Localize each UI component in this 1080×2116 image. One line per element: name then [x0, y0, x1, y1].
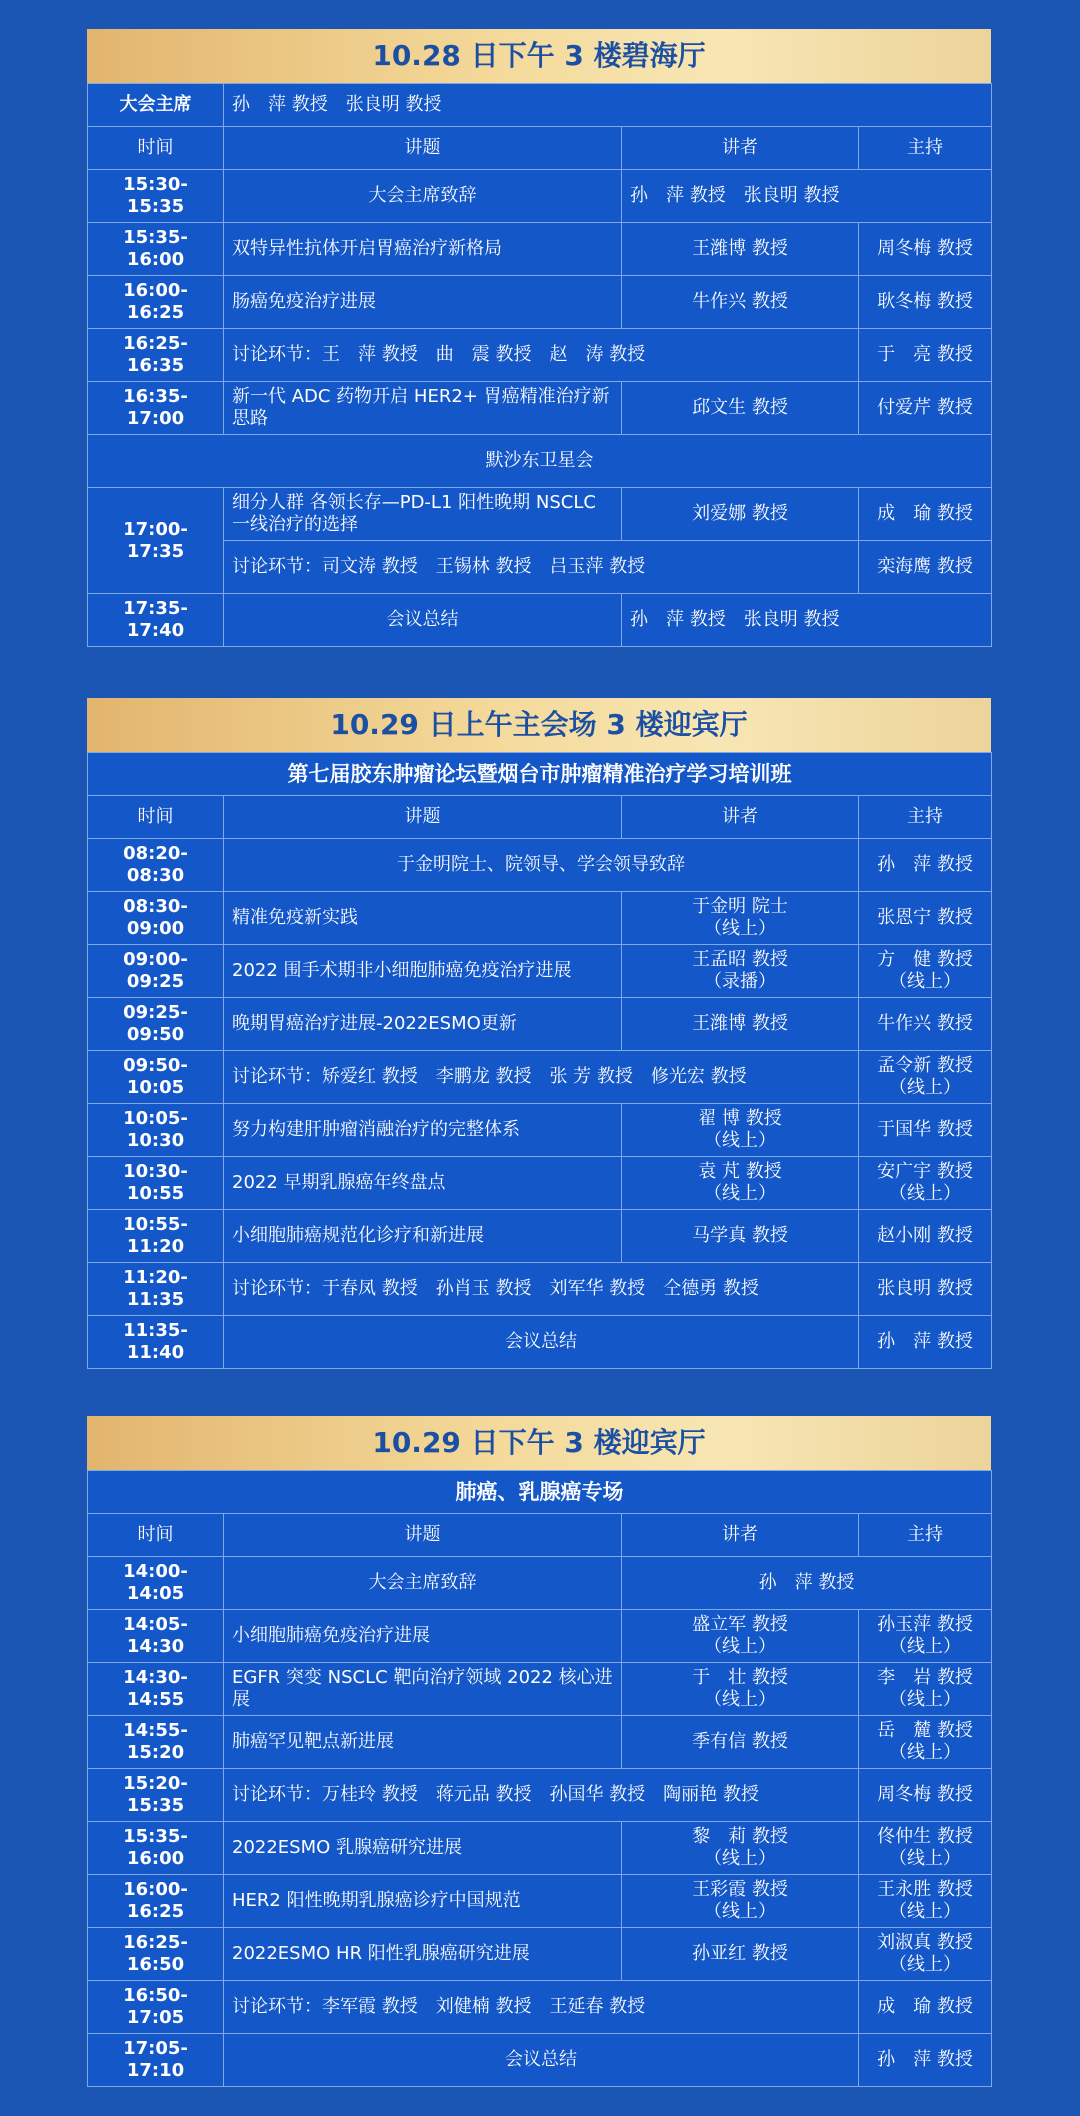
discussion-cell: 讨论环节：万桂玲 教授 蒋元品 教授 孙国华 教授 陶丽艳 教授 — [224, 1769, 859, 1822]
topic-cell: 肠癌免疫治疗进展 — [224, 276, 622, 329]
speaker-cell: 孙 萍 教授 张良明 教授 — [622, 594, 992, 647]
time-cell: 16:25-16:50 — [88, 1928, 224, 1981]
header-time: 时间 — [88, 796, 224, 839]
discussion-cell: 讨论环节：王 萍 教授 曲 震 教授 赵 涛 教授 — [224, 329, 859, 382]
header-speaker: 讲者 — [622, 127, 859, 170]
header-host: 主持 — [859, 1514, 992, 1557]
table-row — [88, 1557, 992, 1610]
time-cell: 15:30-15:35 — [88, 170, 224, 223]
table-row — [88, 1663, 992, 1716]
speaker-cell: 马学真 教授 — [622, 1210, 859, 1263]
section-subtitle: 肺癌、乳腺癌专场 — [88, 1471, 992, 1514]
speaker-cell: 邱文生 教授 — [622, 382, 859, 435]
schedule-section-1029-am — [87, 698, 991, 1369]
host-cell: 佟仲生 教授 （线上） — [859, 1822, 992, 1875]
host-cell: 岳 麓 教授 （线上） — [859, 1716, 992, 1769]
host-cell: 王永胜 教授 （线上） — [859, 1875, 992, 1928]
speaker-cell: 孙 萍 教授 张良明 教授 — [622, 170, 992, 223]
topic-cell: 小细胞肺癌规范化诊疗和新进展 — [224, 1210, 622, 1263]
time-cell: 10:05-10:30 — [88, 1104, 224, 1157]
section-title: 10.29 日下午 3 楼迎宾厅 — [87, 1416, 991, 1470]
host-cell: 栾海鹰 教授 — [859, 541, 992, 594]
header-host: 主持 — [859, 127, 992, 170]
host-cell: 安广宇 教授 （线上） — [859, 1157, 992, 1210]
time-cell: 16:00-16:25 — [88, 1875, 224, 1928]
topic-cell: 肺癌罕见靶点新进展 — [224, 1716, 622, 1769]
host-cell: 付爱芹 教授 — [859, 382, 992, 435]
topic-cell: 会议总结 — [224, 2034, 859, 2087]
speaker-cell: 刘爱娜 教授 — [622, 488, 859, 541]
table-row — [88, 1316, 992, 1369]
table-row — [88, 488, 992, 541]
host-cell: 周冬梅 教授 — [859, 1769, 992, 1822]
speaker-cell: 袁 芃 教授 （线上） — [622, 1157, 859, 1210]
chair-label: 大会主席 — [88, 84, 224, 127]
host-cell: 张良明 教授 — [859, 1263, 992, 1316]
time-cell: 16:00-16:25 — [88, 276, 224, 329]
time-cell: 09:25-09:50 — [88, 998, 224, 1051]
table-row — [88, 945, 992, 998]
speaker-cell: 孙 萍 教授 — [622, 1557, 992, 1610]
header-speaker: 讲者 — [622, 796, 859, 839]
topic-cell: HER2 阳性晚期乳腺癌诊疗中国规范 — [224, 1875, 622, 1928]
topic-cell: 双特异性抗体开启胃癌治疗新格局 — [224, 223, 622, 276]
table-row — [88, 1716, 992, 1769]
time-cell: 16:35-17:00 — [88, 382, 224, 435]
host-cell: 牛作兴 教授 — [859, 998, 992, 1051]
topic-cell: 会议总结 — [224, 594, 622, 647]
time-cell: 08:30-09:00 — [88, 892, 224, 945]
discussion-cell: 讨论环节：司文涛 教授 王锡林 教授 吕玉萍 教授 — [224, 541, 859, 594]
time-cell: 15:35-16:00 — [88, 1822, 224, 1875]
time-cell: 17:35-17:40 — [88, 594, 224, 647]
host-cell: 方 健 教授 （线上） — [859, 945, 992, 998]
host-cell: 孟令新 教授 （线上） — [859, 1051, 992, 1104]
time-cell: 09:00-09:25 — [88, 945, 224, 998]
speaker-cell: 黎 莉 教授 （线上） — [622, 1822, 859, 1875]
host-cell: 孙 萍 教授 — [859, 839, 992, 892]
table-row — [88, 223, 992, 276]
time-cell: 17:05-17:10 — [88, 2034, 224, 2087]
time-cell: 17:00-17:35 — [88, 488, 224, 594]
host-cell: 孙玉萍 教授 （线上） — [859, 1610, 992, 1663]
host-cell: 张恩宁 教授 — [859, 892, 992, 945]
schedule-section-1028-pm — [87, 29, 991, 647]
host-cell: 孙 萍 教授 — [859, 1316, 992, 1369]
subtitle-row — [88, 1471, 992, 1514]
table-row — [88, 276, 992, 329]
table-row — [88, 892, 992, 945]
section-title: 10.28 日下午 3 楼碧海厅 — [87, 29, 991, 83]
section-title: 10.29 日上午主会场 3 楼迎宾厅 — [87, 698, 991, 752]
topic-cell: 大会主席致辞 — [224, 1557, 622, 1610]
time-cell: 10:55-11:20 — [88, 1210, 224, 1263]
table-row — [88, 1104, 992, 1157]
header-time: 时间 — [88, 127, 224, 170]
speaker-cell: 王孟昭 教授 （录播） — [622, 945, 859, 998]
speaker-cell: 季有信 教授 — [622, 1716, 859, 1769]
table-row — [88, 541, 992, 594]
speaker-cell: 盛立军 教授 （线上） — [622, 1610, 859, 1663]
table-row — [88, 2034, 992, 2087]
time-cell: 09:50-10:05 — [88, 1051, 224, 1104]
table-row — [88, 329, 992, 382]
topic-cell: 精准免疫新实践 — [224, 892, 622, 945]
table-row — [88, 998, 992, 1051]
host-cell: 李 岩 教授 （线上） — [859, 1663, 992, 1716]
host-cell: 成 瑜 教授 — [859, 1981, 992, 2034]
table-row — [88, 839, 992, 892]
table-row — [88, 1610, 992, 1663]
header-row — [88, 127, 992, 170]
chair-names: 孙 萍 教授 张良明 教授 — [224, 84, 992, 127]
time-cell: 14:30-14:55 — [88, 1663, 224, 1716]
header-speaker: 讲者 — [622, 1514, 859, 1557]
topic-cell: 晚期胃癌治疗进展-2022ESMO更新 — [224, 998, 622, 1051]
header-host: 主持 — [859, 796, 992, 839]
discussion-cell: 讨论环节：李军霞 教授 刘健楠 教授 王延春 教授 — [224, 1981, 859, 2034]
time-cell: 15:20-15:35 — [88, 1769, 224, 1822]
topic-cell: 会议总结 — [224, 1316, 859, 1369]
header-row — [88, 796, 992, 839]
table-row — [88, 1769, 992, 1822]
host-cell: 耿冬梅 教授 — [859, 276, 992, 329]
time-cell: 14:05-14:30 — [88, 1610, 224, 1663]
topic-cell: 细分人群 各领长存—PD-L1 阳性晚期 NSCLC一线治疗的选择 — [224, 488, 622, 541]
topic-cell: 2022 早期乳腺癌年终盘点 — [224, 1157, 622, 1210]
time-cell: 16:50-17:05 — [88, 1981, 224, 2034]
schedule-table — [87, 1470, 992, 2087]
speaker-cell: 王潍博 教授 — [622, 223, 859, 276]
section-subtitle: 第七届胶东肿瘤论坛暨烟台市肿瘤精准治疗学习培训班 — [88, 753, 992, 796]
time-cell: 11:20-11:35 — [88, 1263, 224, 1316]
header-time: 时间 — [88, 1514, 224, 1557]
discussion-cell: 讨论环节：于春凤 教授 孙肖玉 教授 刘军华 教授 仝德勇 教授 — [224, 1263, 859, 1316]
host-cell: 孙 萍 教授 — [859, 2034, 992, 2087]
time-cell: 16:25-16:35 — [88, 329, 224, 382]
topic-cell: 努力构建肝肿瘤消融治疗的完整体系 — [224, 1104, 622, 1157]
topic-cell: 2022 围手术期非小细胞肺癌免疫治疗进展 — [224, 945, 622, 998]
time-cell: 11:35-11:40 — [88, 1316, 224, 1369]
host-cell: 成 瑜 教授 — [859, 488, 992, 541]
speaker-cell: 于 壮 教授 （线上） — [622, 1663, 859, 1716]
schedule-table — [87, 83, 992, 647]
time-cell: 10:30-10:55 — [88, 1157, 224, 1210]
header-row — [88, 1514, 992, 1557]
speaker-cell: 翟 博 教授 （线上） — [622, 1104, 859, 1157]
speaker-cell: 王潍博 教授 — [622, 998, 859, 1051]
topic-cell: 2022ESMO HR 阳性乳腺癌研究进展 — [224, 1928, 622, 1981]
time-cell: 15:35-16:00 — [88, 223, 224, 276]
host-cell: 赵小刚 教授 — [859, 1210, 992, 1263]
sponsor-session-title: 默沙东卫星会 — [88, 435, 992, 488]
table-row — [88, 594, 992, 647]
host-cell: 于 亮 教授 — [859, 329, 992, 382]
time-cell: 14:55-15:20 — [88, 1716, 224, 1769]
chair-row — [88, 84, 992, 127]
header-topic: 讲题 — [224, 796, 622, 839]
schedule-section-1029-pm — [87, 1416, 991, 2087]
table-row — [88, 170, 992, 223]
host-cell: 于国华 教授 — [859, 1104, 992, 1157]
table-row — [88, 1157, 992, 1210]
table-row — [88, 1822, 992, 1875]
speaker-cell: 于金明 院士 （线上） — [622, 892, 859, 945]
table-row — [88, 382, 992, 435]
header-topic: 讲题 — [224, 127, 622, 170]
topic-cell: 新一代 ADC 药物开启 HER2+ 胃癌精准治疗新思路 — [224, 382, 622, 435]
table-row — [88, 1875, 992, 1928]
topic-cell: 于金明院士、院领导、学会领导致辞 — [224, 839, 859, 892]
speaker-cell: 王彩霞 教授 （线上） — [622, 1875, 859, 1928]
time-cell: 08:20-08:30 — [88, 839, 224, 892]
speaker-cell: 牛作兴 教授 — [622, 276, 859, 329]
topic-cell: 2022ESMO 乳腺癌研究进展 — [224, 1822, 622, 1875]
table-row — [88, 1263, 992, 1316]
table-row — [88, 1981, 992, 2034]
sponsor-row — [88, 435, 992, 488]
host-cell: 刘淑真 教授 （线上） — [859, 1928, 992, 1981]
discussion-cell: 讨论环节：矫爱红 教授 李鹏龙 教授 张 芳 教授 修光宏 教授 — [224, 1051, 859, 1104]
topic-cell: EGFR 突变 NSCLC 靶向治疗领域 2022 核心进展 — [224, 1663, 622, 1716]
schedule-table — [87, 752, 992, 1369]
topic-cell: 大会主席致辞 — [224, 170, 622, 223]
table-row — [88, 1928, 992, 1981]
speaker-cell: 孙亚红 教授 — [622, 1928, 859, 1981]
topic-cell: 小细胞肺癌免疫治疗进展 — [224, 1610, 622, 1663]
header-topic: 讲题 — [224, 1514, 622, 1557]
table-row — [88, 1210, 992, 1263]
subtitle-row — [88, 753, 992, 796]
table-row — [88, 1051, 992, 1104]
time-cell: 14:00-14:05 — [88, 1557, 224, 1610]
host-cell: 周冬梅 教授 — [859, 223, 992, 276]
